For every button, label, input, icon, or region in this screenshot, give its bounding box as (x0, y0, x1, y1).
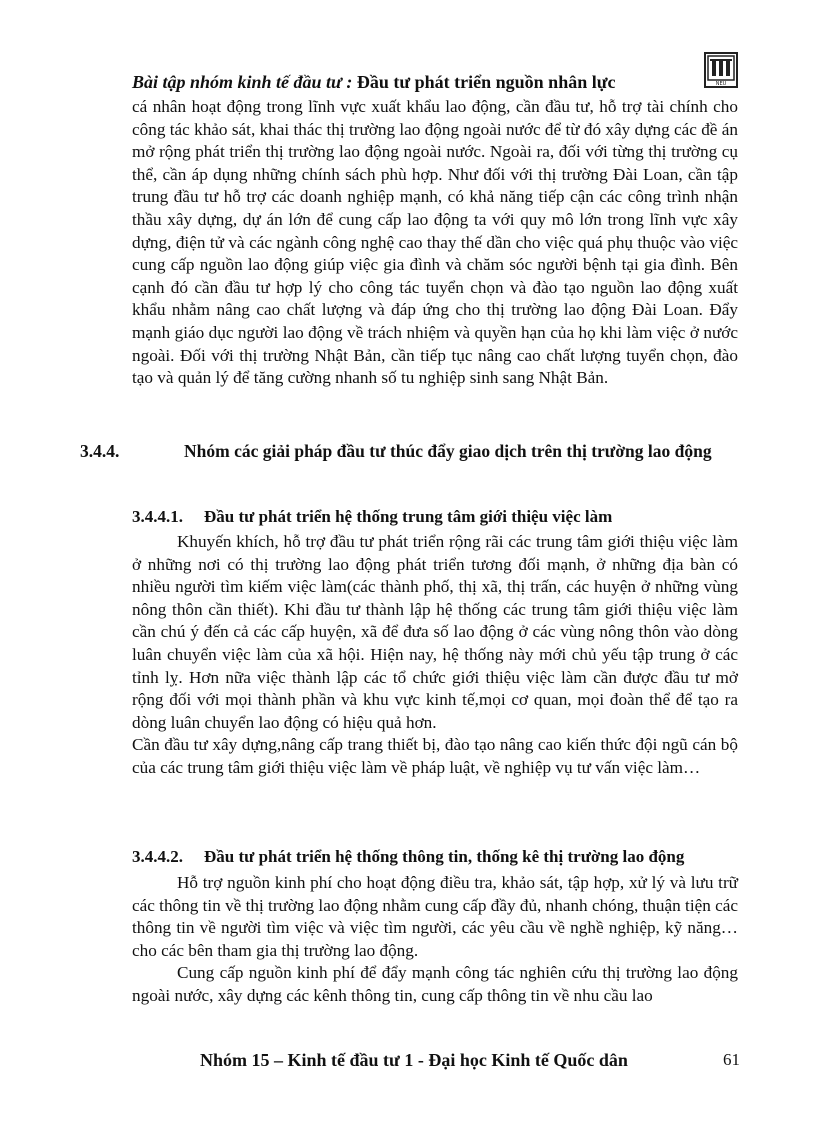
section-3442-paragraph-2: Cung cấp nguồn kinh phí để đẩy mạnh công tác nghiên cứu thị trường lao động ngoài nước, xây dựng các kênh thông tin, cung cấp thông tin về nhu cầu lao (132, 963, 738, 1005)
section-344-title: Nhóm các giải pháp đầu tư thúc đẩy giao dịch trên thị trường lao động (184, 441, 712, 461)
page-header (132, 72, 692, 93)
section-3441-heading (132, 506, 752, 528)
section-344-heading (80, 439, 738, 463)
header-title-rest: Đầu tư phát triển nguồn nhân lực (352, 72, 616, 92)
section-3441-paragraph-2: Cần đầu tư xây dựng,nâng cấp trang thiết bị, đào tạo nâng cao kiến thức đội ngũ cán bộ của các trung tâm giới thiệu việc làm về pháp luật, về nghiệp vụ tư vấn việc làm… (132, 735, 738, 777)
section-3441-body (132, 531, 738, 780)
section-3441-title: Đầu tư phát triển hệ thống trung tâm giới thiệu việc làm (204, 507, 613, 526)
page-number: 61 (723, 1050, 740, 1069)
paragraph-top-text: cá nhân hoạt động trong lĩnh vực xuất khẩu lao động, cần đầu tư, hỗ trợ tài chính cho công tác khảo sát, khai thác thị trường lao động ngoài nước để từ đó xây dựng các đề án mở rộng phát triển thị trường lao động ngoài nước. Ngoài ra, đối với từng thị trường cụ thể, cần áp dụng những chính sách phù hợp. Như đối với thị trường Đài Loan, cần tập trung đầu tư hỗ trợ các doanh nghiệp mạnh, có khả năng tiếp cận các công trình nhận thầu xây dựng, dự án lớn để cung cấp lao động ta với quy mô lớn trong lĩnh vực xây dựng, điện tử và các ngành công nghệ cao thay thế dần cho việc quá phụ thuộc vào việc cung cấp nguồn lao động giúp việc gia đình và chăm sóc người bệnh tại gia đình. Bên cạnh đó cần đầu tư hợp lý cho công tác tuyển chọn và đào tạo nguồn lao động xuất khẩu nhằm nâng cao chất lượng và đáp ứng cho thị trường lao động Đài Loan. Đẩy mạnh giáo dục người lao động về trách nhiệm và quyền hạn của họ khi làm việc ở nước ngoài. Đối với thị trường Nhật Bản, cần tiếp tục nâng cao chất lượng tuyển chọn, đào tạo và quản lý để tăng cường nhanh số tu nghiệp sinh sang Nhật Bản. (132, 97, 738, 388)
section-3442-heading (132, 846, 752, 868)
section-3441-number: 3.4.4.1. (132, 507, 183, 526)
section-3442-paragraph-1: Hỗ trợ nguồn kinh phí cho hoạt động điều tra, khảo sát, tập hợp, xử lý và lưu trữ các thông tin về thị trường lao động nhằm cung cấp đầy đủ, nhanh chóng, thuận tiện các thông tin về người tìm việc và việc tìm người, các yêu cầu về nghề nghiệp, kỹ năng…cho các bên tham gia thị trường lao động. (132, 873, 738, 960)
section-3441-paragraph-1: Khuyến khích, hỗ trợ đầu tư phát triển rộng rãi các trung tâm giới thiệu việc làm ở những nơi có thị trường lao động phát triển tương đối mạnh, ở những địa bàn có nhiều người tìm kiếm việc làm(các thành phố, thị xã, thị trấn, các huyện ở những vùng nông thôn cần thiết). Khi đầu tư thành lập hệ thống các trung tâm giới thiệu việc làm cần chú ý đến cả các cấp huyện, xã để đưa số lao động ở các vùng nông thôn vào dòng luân chuyển việc làm của xã hội. Hiện nay, hệ thống này mới chủ yếu tập trung ở các tỉnh lỵ. Hơn nữa việc thành lập các tổ chức giới thiệu việc làm cần được đầu tư mở rộng đối với mọi thành phần và khu vực kinh tế,mọi cơ quan, mọi đoàn thể để tạo ra dòng luân chuyển lao động có hiệu quả hơn. (132, 532, 738, 732)
logo-text: NEU (715, 81, 727, 86)
section-3442-body (132, 872, 738, 1008)
header-title-italic: Bài tập nhóm kinh tế đầu tư : (132, 72, 353, 92)
section-3442-number: 3.4.4.2. (132, 847, 183, 866)
neu-logo-icon (704, 52, 738, 88)
section-344-number: 3.4.4. (80, 441, 120, 461)
paragraph-top (132, 96, 738, 390)
page-footer: Nhóm 15 – Kinh tế đầu tư 1 - Đại học Kinh tế Quốc dân (200, 1050, 628, 1070)
section-3442-title: Đầu tư phát triển hệ thống thông tin, thống kê thị trường lao động (204, 847, 685, 866)
